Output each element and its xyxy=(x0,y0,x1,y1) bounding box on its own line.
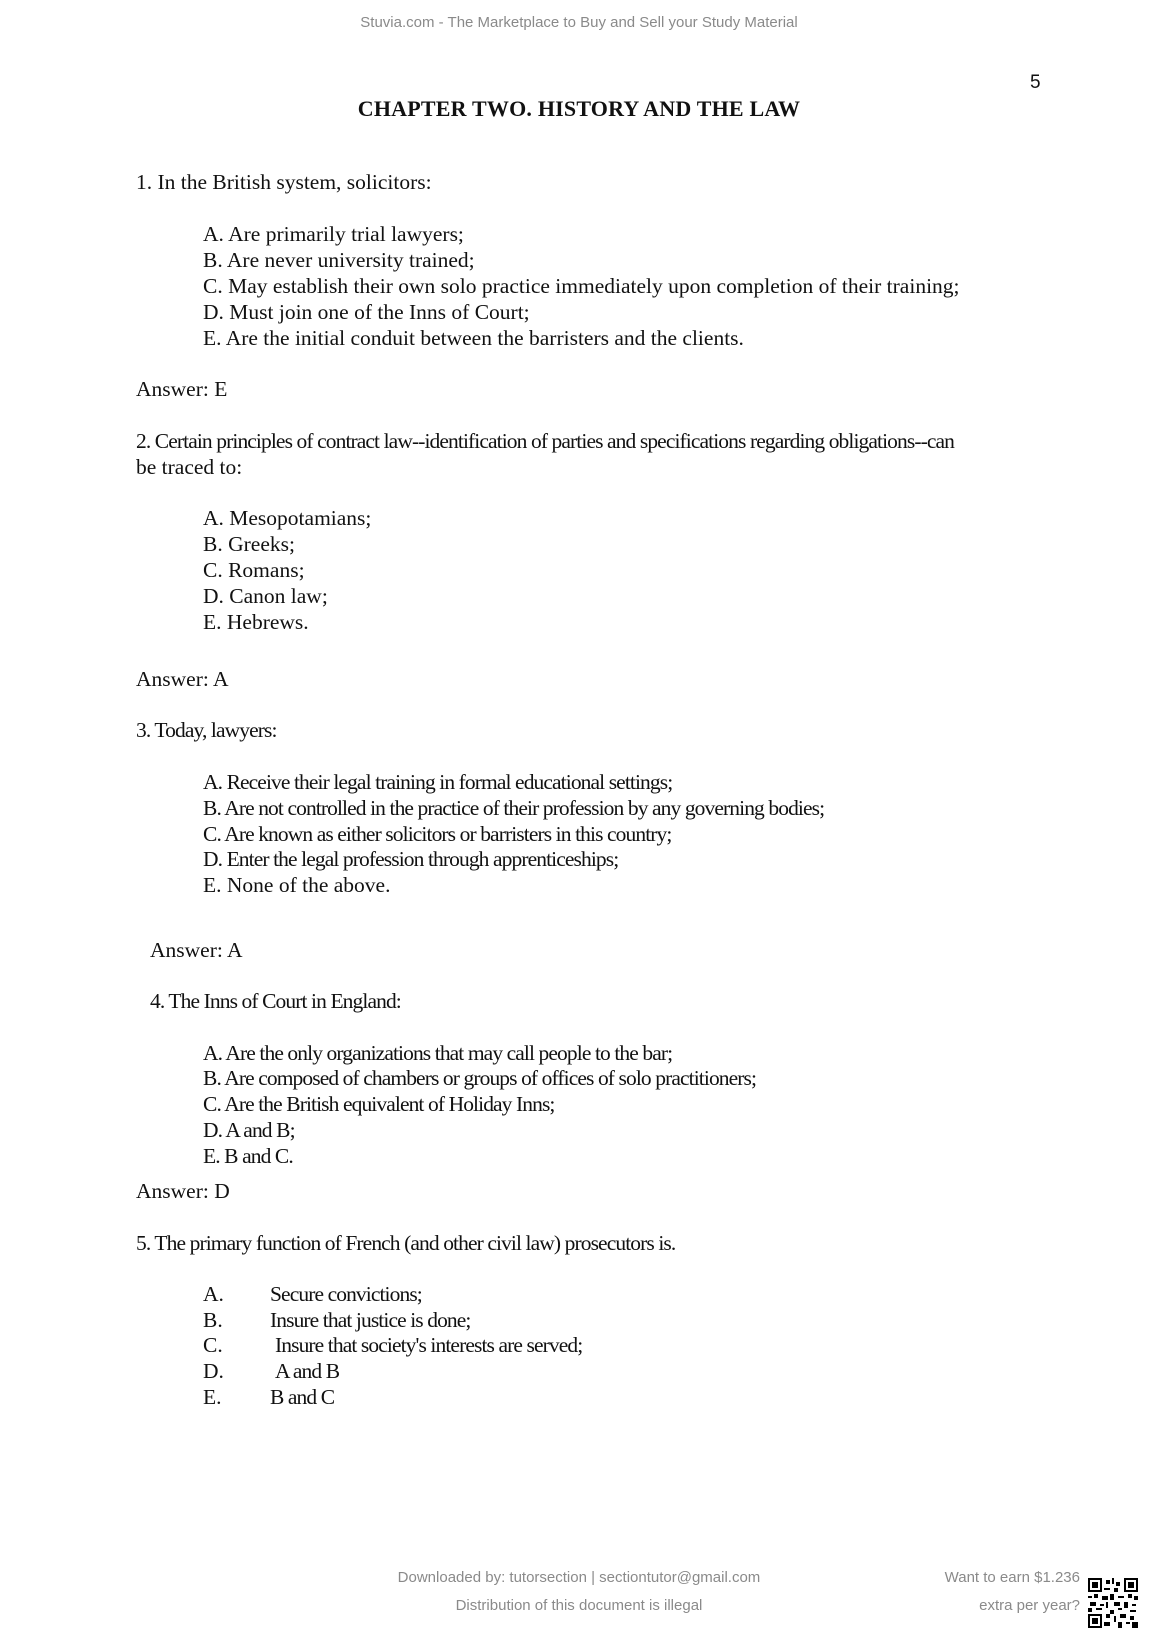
question-3-option-c: C. Are known as either solicitors or barristers in this country; xyxy=(203,822,672,846)
question-4-answer: Answer: D xyxy=(136,1179,230,1203)
question-1-option-b: B. Are never university trained; xyxy=(203,248,475,272)
question-5-option-a-letter: A. xyxy=(203,1282,224,1306)
question-5-option-e-letter: E. xyxy=(203,1385,222,1409)
question-2-option-d: D. Canon law; xyxy=(203,584,328,608)
stuvia-banner: Stuvia.com - The Marketplace to Buy and Sell your Study Material xyxy=(360,14,798,31)
question-3-answer: Answer: A xyxy=(150,938,243,962)
question-2-option-b: B. Greeks; xyxy=(203,532,295,556)
question-2-option-e: E. Hebrews. xyxy=(203,610,309,634)
question-1-option-c: C. May establish their own solo practice immediately upon completion of their training; xyxy=(203,274,960,298)
footer-distribution-notice: Distribution of this document is illegal xyxy=(455,1597,703,1614)
question-3-option-d: D. Enter the legal profession through apprenticeships; xyxy=(203,847,619,871)
question-5-option-d-letter: D. xyxy=(203,1359,224,1383)
question-5-option-b-text: Insure that justice is done; xyxy=(270,1308,471,1332)
question-4-option-b: B. Are composed of chambers or groups of offices of solo practitioners; xyxy=(203,1066,757,1090)
question-5-option-c-text: Insure that society's interests are served; xyxy=(275,1333,583,1357)
earn-promo-line1[interactable]: Want to earn $1.236 xyxy=(944,1569,1080,1586)
footer-downloaded-by: Downloaded by: tutorsection | sectiontutor@gmail.com xyxy=(397,1569,761,1586)
question-3-prompt: 3. Today, lawyers: xyxy=(136,718,277,742)
question-2-prompt-line2: be traced to: xyxy=(136,455,243,479)
question-3-option-e: E. None of the above. xyxy=(203,873,391,897)
question-5-option-a-text: Secure convictions; xyxy=(270,1282,422,1306)
question-3-option-b: B. Are not controlled in the practice of their profession by any governing bodies; xyxy=(203,796,825,820)
question-4-prompt: 4. The Inns of Court in England: xyxy=(150,989,401,1013)
earn-promo-line2[interactable]: extra per year? xyxy=(979,1597,1080,1614)
question-1-option-a: A. Are primarily trial lawyers; xyxy=(203,222,464,246)
question-2-option-a: A. Mesopotamians; xyxy=(203,506,372,530)
question-5-option-c-letter: C. xyxy=(203,1333,223,1357)
chapter-title: CHAPTER TWO. HISTORY AND THE LAW xyxy=(357,96,801,121)
qr-code-icon[interactable] xyxy=(1088,1578,1138,1628)
question-1-option-d: D. Must join one of the Inns of Court; xyxy=(203,300,530,324)
question-1-option-e: E. Are the initial conduit between the barristers and the clients. xyxy=(203,326,744,350)
question-1-answer: Answer: E xyxy=(136,377,228,401)
question-4-option-c: C. Are the British equivalent of Holiday Inns; xyxy=(203,1092,555,1116)
question-3-option-a: A. Receive their legal training in formal educational settings; xyxy=(203,770,673,794)
question-5-prompt: 5. The primary function of French (and other civil law) prosecutors is. xyxy=(136,1231,676,1255)
page-number: 5 xyxy=(1030,72,1041,93)
question-5-option-d-text: A and B xyxy=(275,1359,340,1383)
question-2-answer: Answer: A xyxy=(136,667,229,691)
question-5-option-b-letter: B. xyxy=(203,1308,223,1332)
question-4-option-a: A. Are the only organizations that may call people to the bar; xyxy=(203,1041,673,1065)
question-2-option-c: C. Romans; xyxy=(203,558,305,582)
question-1-prompt: 1. In the British system, solicitors: xyxy=(136,170,432,194)
question-4-option-d: D. A and B; xyxy=(203,1118,295,1142)
question-2-prompt-line1: 2. Certain principles of contract law--identification of parties and specifications regarding obligations--can xyxy=(136,429,955,453)
question-5-option-e-text: B and C xyxy=(270,1385,335,1409)
question-4-option-e: E. B and C. xyxy=(203,1144,293,1168)
